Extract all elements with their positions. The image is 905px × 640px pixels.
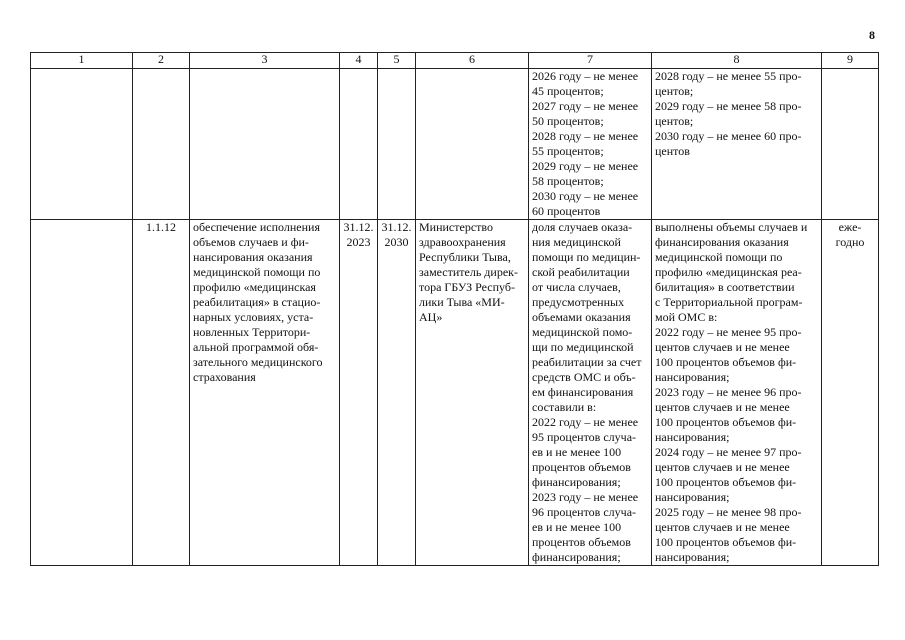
table-cell (340, 69, 378, 220)
header-row (31, 53, 879, 69)
table-cell (31, 220, 133, 566)
table-cell (822, 69, 879, 220)
table-cell (31, 69, 133, 220)
table-cell (378, 69, 416, 220)
column-header: 8 (652, 53, 822, 69)
column-header: 1 (31, 53, 133, 69)
measure-cell: обеспечение исполнения объемов случаев и фи- нансирования оказания медицинской помощи по профилю «медицинская реабилитация» в стацио- нарных условиях, уста- новленных Территори- альной программой обя- зательного медицинского страхования (190, 220, 340, 566)
table-row (31, 69, 879, 220)
indicator-cell: 2026 году – не менее 45 процентов; 2027 году – не менее 50 процентов; 2028 году – не менее 55 процентов; 2029 году – не менее 58 процентов; 2030 году – не менее 60 процентов (529, 69, 652, 220)
table-cell (416, 69, 529, 220)
column-header: 2 (133, 53, 190, 69)
column-header: 4 (340, 53, 378, 69)
column-header: 5 (378, 53, 416, 69)
column-header: 7 (529, 53, 652, 69)
result-cell: выполнены объемы случаев и финансирования оказания медицинской помощи по профилю «медицинская реа- билитация» в соответствии с Территориальной програм- мой ОМС в: 2022 году – не менее 95 про- центов случаев и не менее 100 процентов объемов фи- нансирования; 2023 году – не менее 96 про- центов случаев и не менее 100 процентов объемов фи- нансирования; 2024 году – не менее 97 про- центов случаев и не менее 100 процентов объемов фи- нансирования; 2025 году – не менее 98 про- центов случаев и не менее 100 процентов объемов фи- нансирования; (652, 220, 822, 566)
table-cell (190, 69, 340, 220)
result-cell: 2028 году – не менее 55 про- центов; 2029 году – не менее 58 про- центов; 2030 году – не менее 60 про- центов (652, 69, 822, 220)
indicator-cell: доля случаев оказа- ния медицинской помощи по медицин- ской реабилитации от числа случаев, предусмотренных объемами оказания медицинской помо- щи по медицинской реабилитации за счет средств ОМС и объ- ем финансирования составили в: 2022 году – не менее 95 процентов случа- ев и не менее 100 процентов объемов финансирования; 2023 году – не менее 96 процентов случа- ев и не менее 100 процентов объемов финансирования; (529, 220, 652, 566)
end-date-cell: 31.12. 2030 (378, 220, 416, 566)
frequency-cell: еже- годно (822, 220, 879, 566)
document-table (30, 52, 879, 566)
table-cell (133, 69, 190, 220)
page-number: 8 (869, 28, 875, 42)
item-number-cell: 1.1.12 (133, 220, 190, 566)
column-header: 3 (190, 53, 340, 69)
column-header: 9 (822, 53, 879, 69)
table-row (31, 220, 879, 566)
responsible-cell: Министерство здравоохранения Республики Тыва, заместитель дирек- тора ГБУЗ Респуб- лики Тыва «МИ- АЦ» (416, 220, 529, 566)
start-date-cell: 31.12. 2023 (340, 220, 378, 566)
column-header: 6 (416, 53, 529, 69)
